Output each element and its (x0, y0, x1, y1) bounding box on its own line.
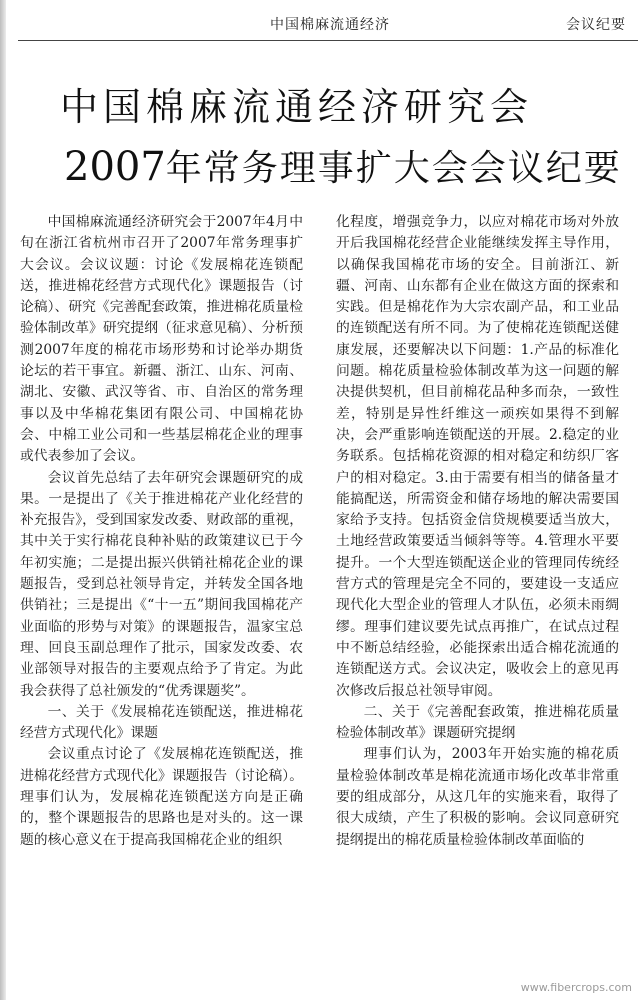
paragraph-research-results: 会议首先总结了去年研究会课题研究的成果。一是提出了《关于推进棉花产业化经营的补充报告》，受到国家发改委、财政部的重视，其中关于实行棉花良种补贴的政策建议已于今年初实施；二是提出振兴供销社棉花企业的课题报告，受到总社领导肯定，并转发全国各地供销社；三是提出《“十一五”期间我国棉花产业面临的形势与对策》的课题报告，温家宝总理、回良玉副总理作了批示，国家发改委、农业部领导对报告的主要观点给予了肯定。为此我会获得了总社颁发的“优秀课题奖”。 (20, 469, 303, 699)
site-watermark: www.fibercrops.com (520, 981, 632, 994)
section-heading-1: 一、关于《发展棉花连锁配送，推进棉花经营方式现代化》课题 (20, 703, 303, 742)
paragraph-topic-2-discussion: 理事们认为，2003年开始实施的棉花质量检验体制改革是棉花流通市场化改革非常重要的组成部分，从这几年的实施来看，取得了很大成绩，产生了积极的影响。会议同意研究提纲提出的棉花质量检验体制改革面临的 (336, 746, 619, 848)
header-publication-name: 中国棉麻流通经济 (270, 17, 390, 33)
paragraph-topic-1-discussion: 会议重点讨论了《发展棉花连锁配送，推进棉花经营方式现代化》课题报告（讨论稿）。理事们认为，发展棉花连锁配送方向是正确的，整个课题报告的思路也是对头的。这一课题的核心意义在于提高我国棉花企业的组织 (20, 746, 303, 848)
paragraph-meeting-intro: 中国棉麻流通经济研究会于2007年4月中旬在浙江省杭州市召开了2007年常务理事扩大会议。会议议题：讨论《发展棉花连锁配送，推进棉花经营方式现代化》课题报告（讨论稿）、研究《完善配套政策，推进棉花质量检验体制改革》研究提纲（征求意见稿）、分析预测2007年度的棉花市场形势和讨论举办期货论坛的若干事宜。新疆、浙江、山东、河南、湖北、安徽、武汉等省、市、自治区的常务理事以及中华棉花集团有限公司、中国棉花协会、中棉工业公司和一些基层棉花企业的理事或代表参加了会议。 (20, 214, 303, 465)
header-section-name: 会议纪要 (566, 17, 626, 33)
article-title-line-2 (64, 140, 622, 191)
left-text-column (20, 212, 303, 994)
running-header (8, 0, 640, 42)
paragraph-topic-1-continued: 化程度，增强竞争力，以应对棉花市场对外放开后我国棉花经营企业能继续发挥主导作用，以确保我国棉花市场的安全。目前浙江、新疆、河南、山东都有企业在做这方面的探索和实践。但是棉花作为大宗农副产品，和工业品的连锁配送有所不同。为了使棉花连锁配送健康发展，还要解决以下问题：1.产品的标准化问题。棉花质量检验体制改革为这一问题的解决提供契机，但目前棉花品种多而杂，一致性差，特别是异性纤维这一顽疾如果得不到解决，会严重影响连锁配送的开展。2.稳定的业务联系。包括棉花资源的相对稳定和纺织厂客户的相对稳定。3.由于需要有相当的储备量才能搞配送，所需资金和储存场地的解决需要国家给予支持。包括资金信贷规模要适当放大，土地经营政策要适当倾斜等等。4.管理水平要提升。一个大型连锁配送企业的管理同传统经营方式的管理是完全不同的，要建设一支适应现代化大型企业的管理人才队伍，必须未雨绸缪。理事们建议要先试点再推广，在试点过程中不断总结经验，必能探索出适合棉花流通的连锁配送方式。会议决定，吸收会上的意见再次修改后报总社领导审阅。 (336, 214, 619, 699)
right-text-column (336, 212, 619, 994)
section-heading-2: 二、关于《完善配套政策，推进棉花质量检验体制改革》课题研究提纲 (336, 703, 619, 742)
article-title-line-1: 中国棉麻流通经济研究会 (60, 85, 534, 129)
page-edge-shadow (0, 0, 6, 1000)
title-line-2-text: 年常务理事扩大会会议纪要 (165, 148, 622, 189)
title-year: 2007 (64, 144, 166, 190)
header-rule (18, 40, 638, 41)
